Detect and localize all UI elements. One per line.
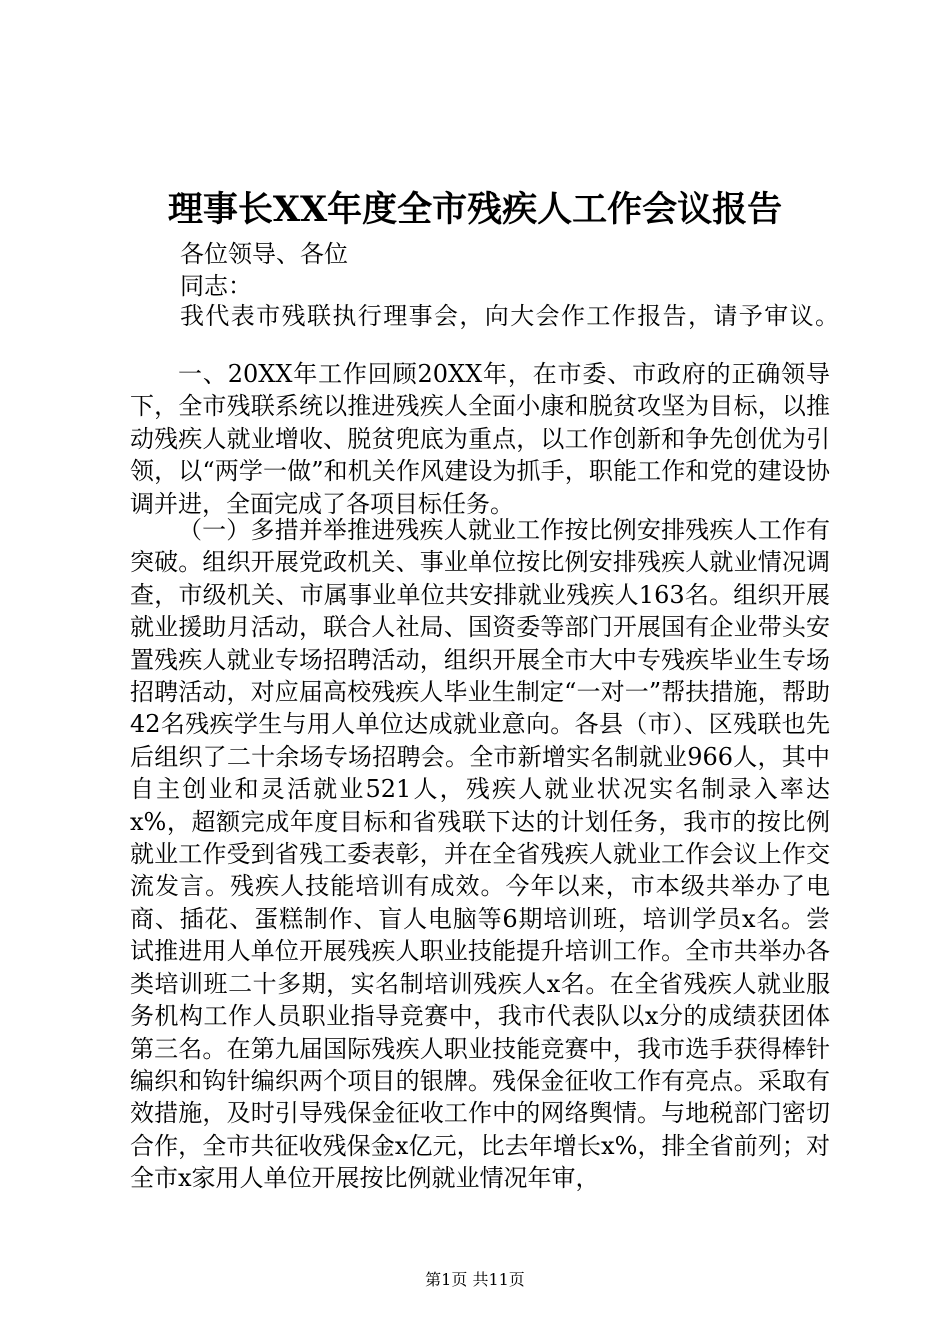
document-title: 理事长XX年度全市残疾人工作会议报告 <box>167 189 783 230</box>
body-paragraph-review: 一、20XX年工作回顾20XX年，在市委、市政府的正确领导下，全市残联系统以推进残疾人全面小康和脱贫攻坚为目标，以推动残疾人就业增收、脱贫兜底为重点，以工作创新和争先创优为引领，以“两学一做”和机关作风建设为抓手，职能工作和党的建设协调并进，全面完成了各项目标任务。 <box>130 360 830 518</box>
page-footer: 第1页 共11页 <box>425 1270 525 1289</box>
salutation-line-2: 同志： <box>180 272 252 300</box>
intro-line: 我代表市残联执行理事会，向大会作工作报告，请予审议。 <box>180 302 841 330</box>
body-paragraph-employment: （一）多措并举推进残疾人就业工作按比例安排残疾人工作有突破。组织开展党政机关、事业单位按比例安排残疾人就业情况调查，市级机关、市属事业单位共安排就业残疾人163名。组织开展就业援助月活动，联合人社局、国资委等部门开展国有企业带头安置残疾人就业专场招聘活动，组织开展全市大中专残疾毕业生专场招聘活动，对应届高校残疾人毕业生制定“一对一”帮扶措施，帮助42名残疾学生与用人单位达成就业意向。各县（市）、区残联也先后组织了二十余场专场招聘会。全市新增实名制就业966人，其中自主创业和灵活就业521人，残疾人就业状况实名制录入率达x%，超额完成年度目标和省残联下达的计划任务，我市的按比例就业工作受到省残工委表彰，并在全省残疾人就业工作会议上作交流发言。残疾人技能培训有成效。今年以来，市本级共举办了电商、插花、蛋糕制作、盲人电脑等6期培训班，培训学员x名。尝试推进用人单位开展残疾人职业技能提升培训工作。全市共举办各类培训班二十多期，实名制培训残疾人x名。在全省残疾人就业服务机构工作人员职业指导竞赛中，我市代表队以x分的成绩获团体第三名。在第九届国际残疾人职业技能竞赛中，我市选手获得棒针编织和钩针编织两个项目的银牌。残保金征收工作有亮点。采取有效措施，及时引导残保金征收工作中的网络舆情。与地税部门密切合作，全市共征收残保金x亿元，比去年增长x%，排全省前列；对全市x家用人单位开展按比例就业情况年审， <box>130 516 830 1193</box>
salutation-line-1: 各位领导、各位 <box>180 240 348 268</box>
